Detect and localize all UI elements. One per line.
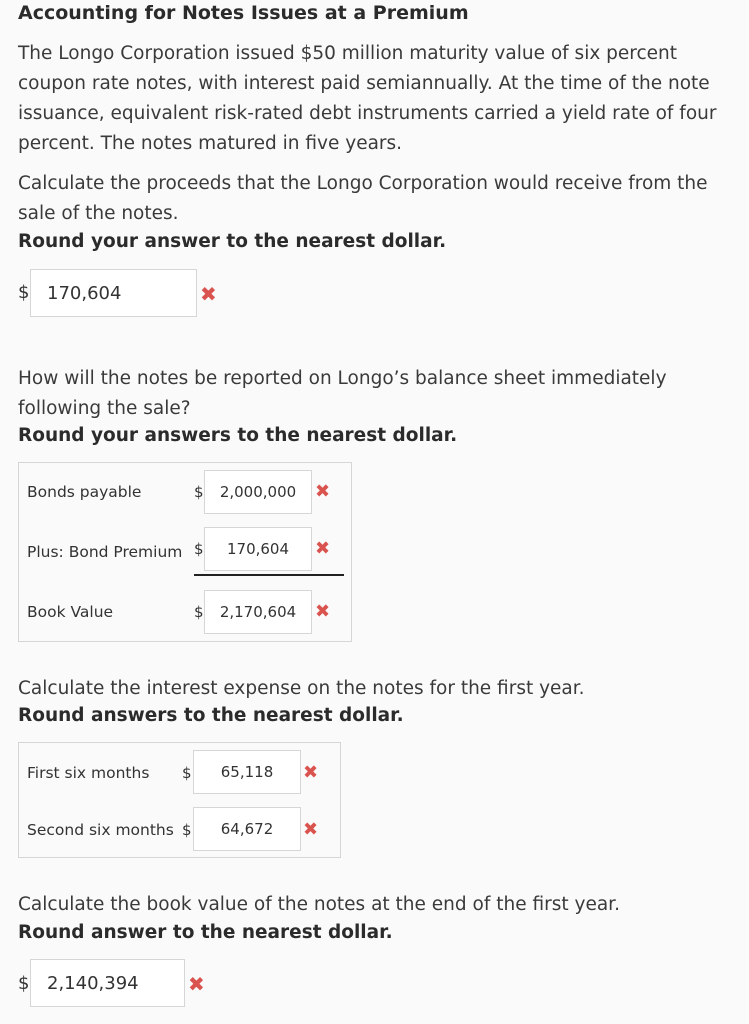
wrong-x-icon: ✖ (315, 601, 331, 622)
row-currency: $ (194, 540, 204, 558)
q3-prompt: Calculate the interest expense on the notes for the first year. (18, 678, 585, 699)
interest-expense-table (18, 742, 341, 858)
wrong-x-icon: ✖ (303, 762, 319, 783)
second-six-months-input[interactable] (193, 807, 301, 851)
page-title: Accounting for Notes Issues at a Premium (18, 2, 469, 24)
row-label-first-six-months: First six months (27, 764, 150, 782)
row-label-bonds-payable: Bonds payable (27, 483, 142, 501)
row-label-bond-premium: Plus: Bond Premium (27, 543, 183, 561)
q4-prompt: Calculate the book value of the notes at the end of the first year. (18, 894, 620, 915)
q4-instruction: Round answer to the nearest dollar. (18, 922, 393, 943)
q3-instruction: Round answers to the nearest dollar. (18, 705, 404, 726)
row-currency: $ (194, 483, 204, 501)
q1-currency: $ (18, 282, 30, 303)
row-currency: $ (194, 603, 204, 621)
q2-instruction: Round your answers to the nearest dollar. (18, 425, 458, 446)
book-value-input[interactable] (204, 590, 312, 634)
wrong-x-icon: ✖ (303, 819, 319, 840)
q1-instruction: Round your answer to the nearest dollar. (18, 231, 447, 252)
sum-rule-divider (194, 574, 344, 576)
row-currency: $ (182, 821, 192, 839)
balance-sheet-table (18, 462, 352, 642)
bond-premium-input[interactable] (204, 527, 312, 571)
q2-prompt: How will the notes be reported on Longo’s balance sheet immediately following the sale? (18, 368, 667, 419)
problem-intro: The Longo Corporation issued $50 million maturity value of six percent coupon rate notes, with interest paid semiannually. At the time of the note issuance, equivalent risk-rated debt instruments carried a yield rate of four percent. The notes matured in five years. (18, 43, 717, 154)
row-label-book-value: Book Value (27, 603, 114, 621)
wrong-x-icon: ✖ (200, 282, 217, 306)
first-six-months-input[interactable] (193, 750, 301, 794)
wrong-x-icon: ✖ (315, 481, 331, 502)
wrong-x-icon: ✖ (315, 538, 331, 559)
row-currency: $ (182, 764, 192, 782)
proceeds-input[interactable] (30, 269, 197, 317)
row-label-second-six-months: Second six months (27, 821, 174, 839)
q4-currency: $ (18, 973, 30, 994)
year-end-book-value-input[interactable] (30, 959, 185, 1007)
q1-prompt: Calculate the proceeds that the Longo Corporation would receive from the sale of the notes. (18, 173, 708, 224)
bonds-payable-input[interactable] (204, 470, 312, 514)
wrong-x-icon: ✖ (188, 972, 205, 996)
